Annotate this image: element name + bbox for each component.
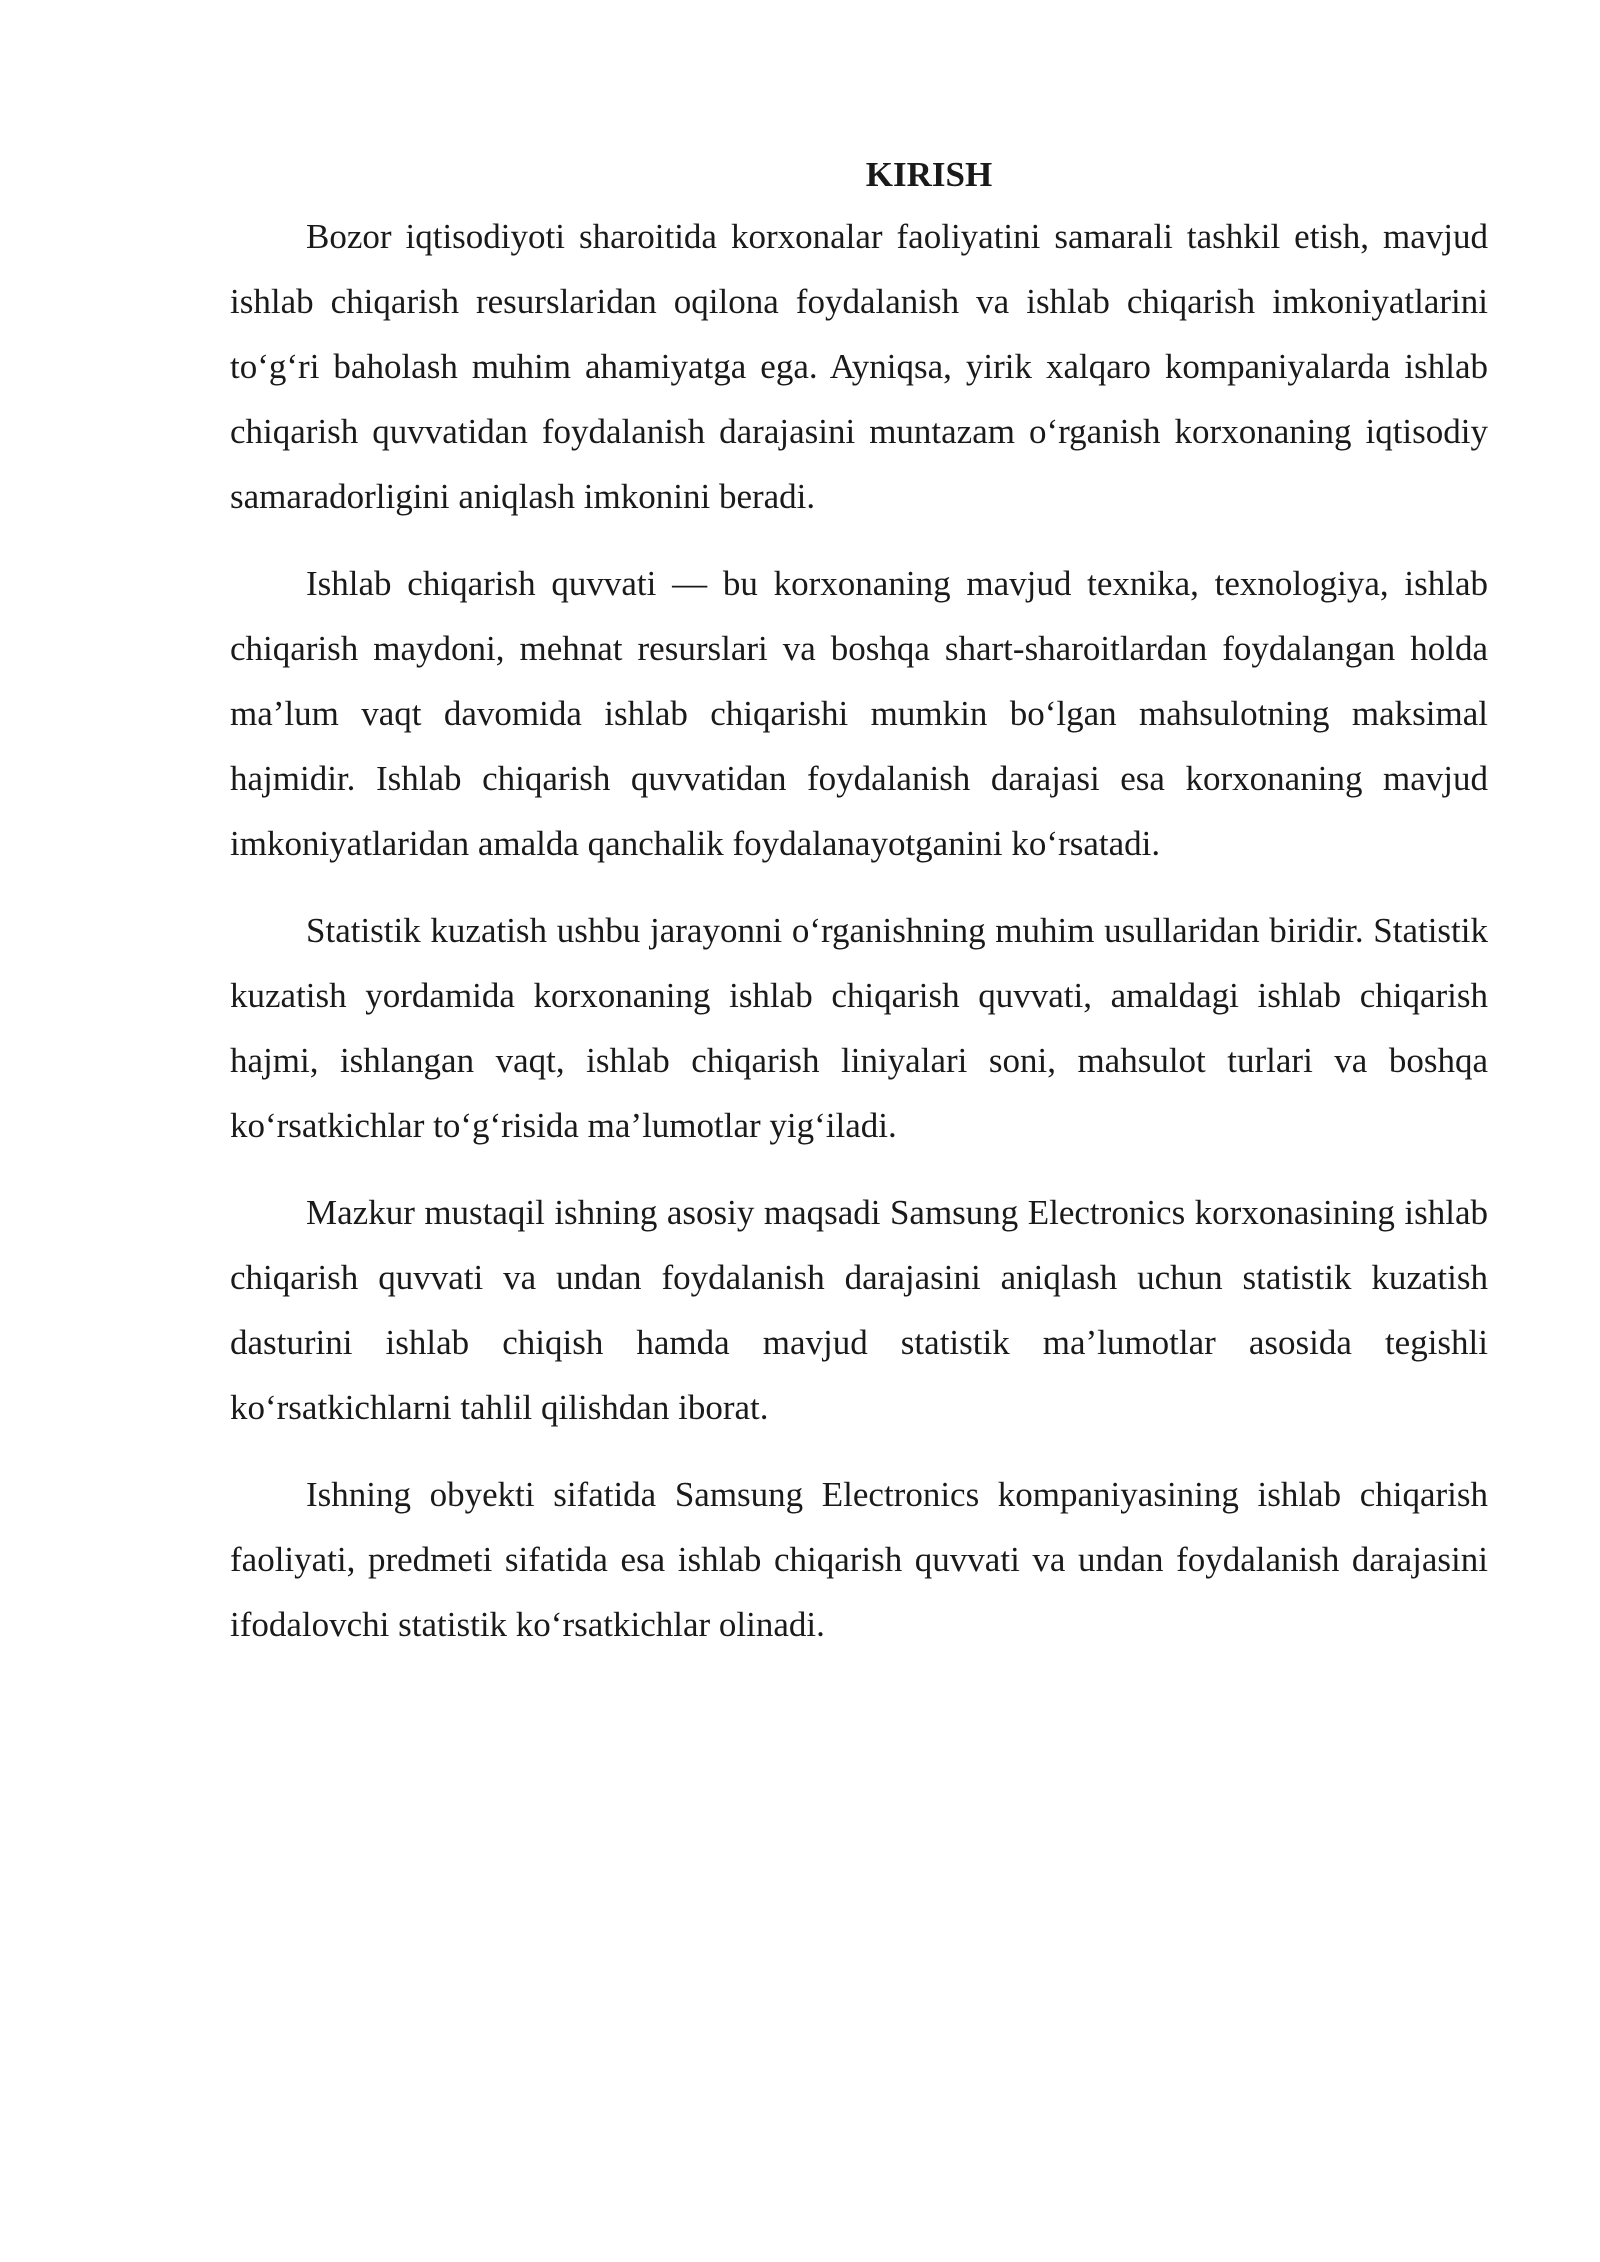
page-title: KIRISH (865, 155, 993, 194)
paragraph-1: Bozor iqtisodiyoti sharoitida korxonalar faoliyatini samarali tashkil etish, mavjud ishlab chiqarish resurslaridan oqilona foydalanish va ishlab chiqarish imkoniyatlarini to‘g‘ri baholash muhim ahamiyatga ega. Ayniqsa, yirik xalqaro kompaniyalarda ishlab chiqarish quvvatidan foydalanish darajasini muntazam o‘rganish korxonaning iqtisodiy samaradorligini aniqlash imkonini beradi. (230, 217, 1488, 516)
paragraph-3: Statistik kuzatish ushbu jarayonni o‘rganishning muhim usullaridan biridir. Statistik kuzatish yordamida korxonaning ishlab chiqarish quvvati, amaldagi ishlab chiqarish hajmi, ishlangan vaqt, ishlab chiqarish liniyalari soni, mahsulot turlari va boshqa ko‘rsatkichlar to‘g‘risida ma’lumotlar yig‘iladi. (230, 911, 1488, 1145)
paragraph-5: Ishning obyekti sifatida Samsung Electronics kompaniyasining ishlab chiqarish faoliyati, predmeti sifatida esa ishlab chiqarish quvvati va undan foydalanish darajasini ifodalovchi statistik ko‘rsatkichlar olinadi. (230, 1475, 1488, 1644)
document-body (230, 150, 1488, 1679)
paragraph-2: Ishlab chiqarish quvvati — bu korxonaning mavjud texnika, texnologiya, ishlab chiqarish maydoni, mehnat resurslari va boshqa shart-sharoitlardan foydalangan holda ma’lum vaqt davomida ishlab chiqarishi mumkin bo‘lgan mahsulotning maksimal hajmidir. Ishlab chiqarish quvvatidan foydalanish darajasi esa korxonaning mavjud imkoniyatlaridan amalda qanchalik foydalanayotganini ko‘rsatadi. (230, 564, 1488, 863)
paragraph-4: Mazkur mustaqil ishning asosiy maqsadi Samsung Electronics korxonasining ishlab chiqarish quvvati va undan foydalanish darajasini aniqlash uchun statistik kuzatish dasturini ishlab chiqish hamda mavjud statistik ma’lumotlar asosida tegishli ko‘rsatkichlarni tahlil qilishdan iborat. (230, 1193, 1488, 1427)
